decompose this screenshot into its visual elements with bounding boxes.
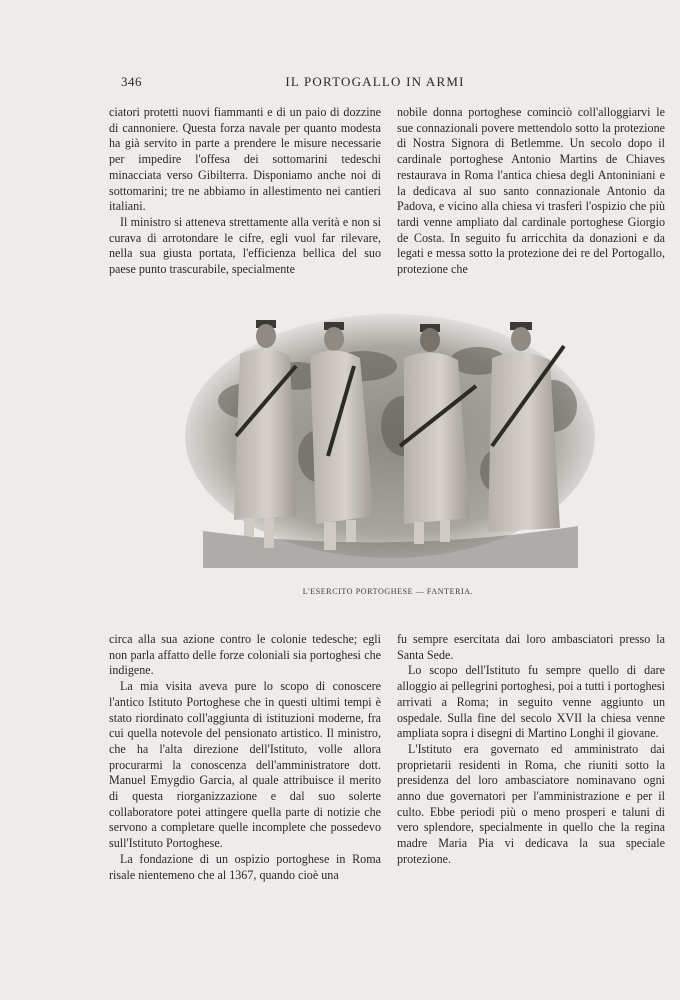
- column-bottom-right: [397, 632, 665, 868]
- running-head: [0, 74, 680, 90]
- paragraph: nobile donna portoghese cominciò coll'alloggiarvi le sue connazionali povere mettendolo sotto la protezione di Nostra Signora di Betlemme. Un secolo dopo il cardinale portoghese Antonio Martins de Chiaves restaurava in Roma l'antica chiesa degli Antoniniani e la dedicava al suo santo connazionale Antonio da Padova, e vicino alla chiesa vi trasferì l'ospizio che più tardi venne ampliato dal cardinale portoghese Giorgio de Costa. In seguito fu arricchita da donazioni e da legati e messa sotto la protezione dei re del Portogallo, protezione che: [397, 105, 665, 277]
- column-top-right: [397, 105, 665, 278]
- column-top-left: [109, 105, 381, 278]
- soldiers-photograph: [178, 306, 598, 568]
- paragraph: La mia visita aveva pure lo scopo di conoscere l'antico Istituto Portoghese che in questi ultimi tempi è stato riordinato coll'aggiunta di istituzioni moderne, fra cui quella notevole del pensionato artistico. Il ministro, che ha l'alta direzione dell'Istituto, volle allora procurarmi la conoscenza dell'amministratore dott. Manuel Emygdio Garcia, al quale attribuisce il merito di questa riorganizzazione e dal suo solerte collaboratore potei attingere quella parte di notizie che servono a completare quelle incomplete che possedevo sull'Istituto Portoghese.: [109, 679, 381, 851]
- running-title: IL PORTOGALLO IN ARMI: [285, 74, 465, 89]
- paragraph: circa alla sua azione contro le colonie tedesche; egli non parla affatto delle forze coloniali sia portoghesi che indigene.: [109, 632, 381, 678]
- page-number: 346: [121, 74, 142, 89]
- paragraph: Lo scopo dell'Istituto fu sempre quello di dare alloggio ai pellegrini portoghesi, poi a tutti i portoghesi arrivati a Roma; in seguito venne aggiunto un ospedale. Sulla fine del secolo XVII la chiesa venne ampliata sopra i disegni di Martino Longhi il giovane.: [397, 663, 665, 741]
- paragraph: L'Istituto era governato ed amministrato dai proprietarii residenti in Roma, che riuniti sotto la presidenza del loro ambasciatore nominavano ogni anno due governatori per l'amministrazione e per il culto. Ebbe periodi più o meno prosperi e taluni di vero splendore, specialmente in quello che la regina madre Maria Pia vi dedicava la sua speciale protezione.: [397, 741, 665, 866]
- column-bottom-left: [109, 632, 381, 883]
- paragraph: La fondazione di un ospizio portoghese in Roma risale nientemeno che al 1367, quando cioè una: [109, 851, 381, 882]
- paragraph: fu sempre esercitata dai loro ambasciatori presso la Santa Sede.: [397, 632, 665, 662]
- paragraph: ciatori protetti nuovi fiammanti e di un paio di dozzine di cannoniere. Questa forza navale per quanto modesta ha già servito in parte a prendere le misure necessarie per impedire l'offesa dei sottomarini tedeschi minacciata verso Gibilterra. Disponiamo anche noi di sottomarini; tre ne abbiamo in allestimento nei cantieri italiani.: [109, 105, 381, 214]
- paragraph: Il ministro si atteneva strettamente alla verità e non si curava di arrotondare le cifre, egli vuol far rilevare, nella sua giusta portata, l'efficienza bellica del suo paese punto trascurabile, specialmente: [109, 214, 381, 277]
- figure-caption: L'ESERCITO PORTOGHESE — FANTERIA.: [302, 587, 474, 596]
